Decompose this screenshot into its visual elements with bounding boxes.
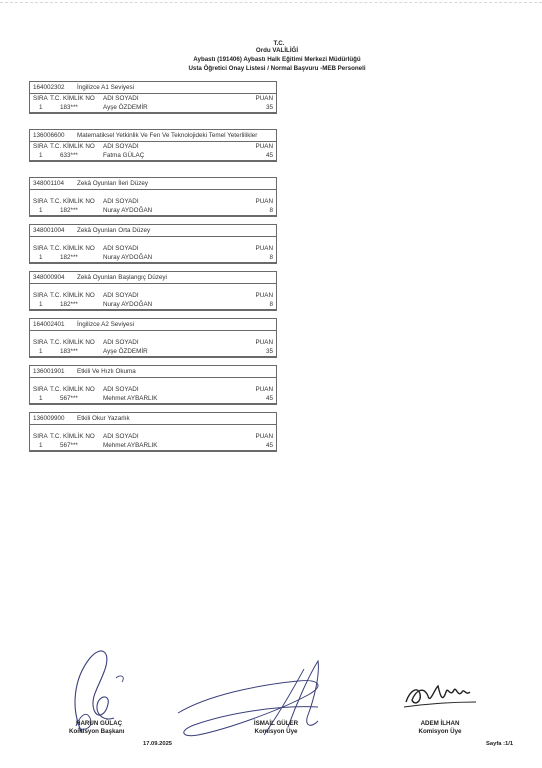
column-header-row	[30, 94, 276, 103]
signer-role: Komisyon Üye	[254, 728, 298, 735]
col-puan: PUAN	[255, 386, 273, 393]
course-caption	[30, 178, 276, 190]
col-sira: SIRA	[33, 292, 48, 299]
course-code: 164002302	[33, 84, 65, 91]
cell-ad: Ayşe ÖZDEMİR	[103, 348, 148, 355]
cell-tc: 182***	[60, 207, 78, 214]
column-header-row	[30, 291, 276, 300]
cell-sira: 1	[39, 104, 43, 111]
cell-puan: 45	[265, 442, 273, 449]
course-name: Zekâ Oyunları İleri Düzey	[77, 180, 149, 187]
course-code: 136009900	[33, 415, 65, 422]
course-block	[29, 318, 277, 358]
cell-sira: 1	[39, 442, 43, 449]
course-code: 164002401	[33, 321, 65, 328]
signature-scribble-adem	[402, 680, 482, 712]
course-name: Matematiksel Yetkinlik Ve Fen Ve Teknolojideki Temel Yeterlilikler	[77, 132, 258, 139]
course-code: 136006600	[33, 132, 65, 139]
col-puan: PUAN	[255, 143, 273, 150]
header-institution: Aybastı (191406) Aybastı Halk Eğitimi Merkezi Müdürlüğü	[193, 56, 361, 63]
course-block	[29, 224, 277, 264]
course-name: İngilizce A1 Seviyesi	[77, 84, 135, 91]
cell-sira: 1	[39, 395, 43, 402]
col-ad: ADI SOYADI	[103, 386, 139, 393]
col-tc: T.C. KİMLİK NO	[50, 339, 95, 346]
cell-ad: Nuray AYDOĞAN	[103, 207, 153, 214]
col-ad: ADI SOYADI	[103, 433, 139, 440]
course-caption	[30, 82, 276, 94]
signer-role: Komisyon Üye	[418, 728, 462, 735]
col-ad: ADI SOYADI	[103, 339, 139, 346]
cell-tc: 183***	[60, 104, 78, 111]
course-caption	[30, 319, 276, 331]
cell-ad: Nuray AYDOĞAN	[103, 301, 153, 308]
course-caption	[30, 130, 276, 142]
course-code: 348001004	[33, 227, 65, 234]
course-caption	[30, 366, 276, 378]
course-block	[29, 81, 277, 114]
col-sira: SIRA	[33, 339, 48, 346]
course-block	[29, 129, 277, 162]
table-row	[30, 300, 276, 310]
col-puan: PUAN	[255, 339, 273, 346]
col-puan: PUAN	[255, 198, 273, 205]
cell-puan: 8	[269, 254, 273, 261]
course-caption	[30, 272, 276, 284]
header-governorship: Ordu VALİLİĞİ	[255, 47, 299, 54]
col-puan: PUAN	[255, 292, 273, 299]
col-tc: T.C. KİMLİK NO	[50, 245, 95, 252]
cell-tc: 567***	[60, 395, 78, 402]
header-tc: T.C.	[273, 40, 285, 47]
document-date: 17.09.2025	[143, 741, 173, 747]
col-ad: ADI SOYADI	[103, 198, 139, 205]
course-code: 136001901	[33, 368, 65, 375]
table-row	[30, 394, 276, 404]
cell-ad: Ayşe ÖZDEMİR	[103, 104, 148, 111]
table-row	[30, 347, 276, 357]
signer-name: ADEM İLHAN	[420, 720, 460, 727]
page-number: Sayfa :1/1	[486, 741, 514, 747]
col-ad: ADI SOYADI	[103, 245, 139, 252]
course-caption	[30, 225, 276, 237]
column-header-row	[30, 432, 276, 441]
course-block	[29, 412, 277, 452]
column-header-row	[30, 338, 276, 347]
cell-ad: Nuray AYDOĞAN	[103, 254, 153, 261]
col-ad: ADI SOYADI	[103, 143, 139, 150]
col-tc: T.C. KİMLİK NO	[50, 386, 95, 393]
column-header-row	[30, 142, 276, 151]
course-block	[29, 177, 277, 217]
course-name: Etkili Okur Yazarlık	[77, 415, 130, 422]
col-ad: ADI SOYADI	[103, 292, 139, 299]
col-puan: PUAN	[255, 245, 273, 252]
col-tc: T.C. KİMLİK NO	[50, 143, 95, 150]
course-name: Etkili Ve Hızlı Okuma	[77, 368, 136, 375]
cell-tc: 633***	[60, 152, 78, 159]
column-header-row	[30, 385, 276, 394]
cell-puan: 45	[265, 395, 273, 402]
course-code: 348000904	[33, 274, 65, 281]
table-row	[30, 253, 276, 263]
cell-puan: 8	[269, 207, 273, 214]
cell-puan: 45	[265, 152, 273, 159]
cell-ad: Fatma GÜLAÇ	[103, 152, 145, 159]
col-tc: T.C. KİMLİK NO	[50, 95, 95, 102]
cell-sira: 1	[39, 254, 43, 261]
col-sira: SIRA	[33, 95, 48, 102]
cell-tc: 183***	[60, 348, 78, 355]
course-name: İngilizce A2 Seviyesi	[77, 321, 135, 328]
course-caption	[30, 413, 276, 425]
course-block	[29, 365, 277, 405]
table-row	[30, 151, 276, 161]
header-list-title: Usta Öğretici Onay Listesi / Normal Başvuru -MEB Personeli	[188, 65, 366, 72]
course-name: Zekâ Oyunları Orta Düzey	[77, 227, 151, 234]
cell-puan: 35	[265, 348, 273, 355]
column-header-row	[30, 197, 276, 206]
cell-sira: 1	[39, 301, 43, 308]
cell-puan: 35	[265, 104, 273, 111]
cell-sira: 1	[39, 152, 43, 159]
cell-ad: Mehmet AYBARLIK	[103, 442, 158, 449]
cell-tc: 182***	[60, 301, 78, 308]
course-block	[29, 271, 277, 311]
col-sira: SIRA	[33, 386, 48, 393]
signature-block-chair	[66, 720, 146, 736]
signer-name: HARUN GÜLAÇ	[76, 720, 123, 727]
cell-ad: Mehmet AYBARLIK	[103, 395, 158, 402]
cell-tc: 567***	[60, 442, 78, 449]
cell-tc: 182***	[60, 254, 78, 261]
course-name: Zekâ Oyunları Başlangıç Düzeyi	[77, 274, 167, 281]
signature-block-member-1	[236, 720, 316, 736]
signature-block-member-2	[398, 720, 482, 736]
col-sira: SIRA	[33, 433, 48, 440]
col-sira: SIRA	[33, 143, 48, 150]
col-sira: SIRA	[33, 198, 48, 205]
col-tc: T.C. KİMLİK NO	[50, 292, 95, 299]
signer-role: Komisyon Başkanı	[69, 728, 125, 735]
course-code: 348001104	[33, 180, 65, 187]
col-tc: T.C. KİMLİK NO	[50, 433, 95, 440]
col-ad: ADI SOYADI	[103, 95, 139, 102]
col-sira: SIRA	[33, 245, 48, 252]
top-divider	[0, 2, 542, 3]
cell-sira: 1	[39, 348, 43, 355]
col-puan: PUAN	[255, 433, 273, 440]
col-tc: T.C. KİMLİK NO	[50, 198, 95, 205]
col-puan: PUAN	[255, 95, 273, 102]
table-row	[30, 103, 276, 113]
column-header-row	[30, 244, 276, 253]
table-row	[30, 206, 276, 216]
signer-name: İSMAİL GÜLER	[253, 720, 299, 727]
table-row	[30, 441, 276, 451]
cell-puan: 8	[269, 301, 273, 308]
cell-sira: 1	[39, 207, 43, 214]
